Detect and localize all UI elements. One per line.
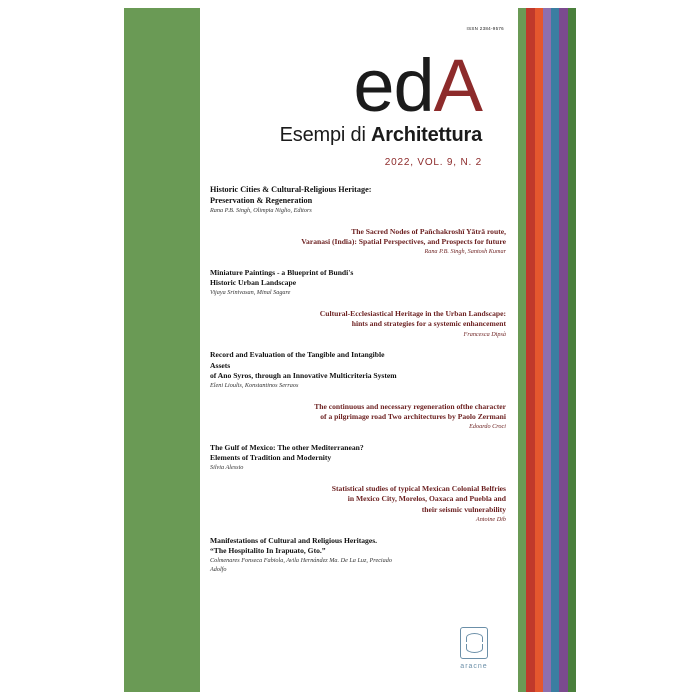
contents-entry-title: The Sacred Nodes of Pañchakroshī Yātrā route, Varanasi (India): Spatial Perspectives, and Prospects for future bbox=[301, 226, 506, 247]
contents-entry-authors: Rana P.B. Singh, Olimpia Niglio, Editors bbox=[210, 207, 312, 215]
publisher-name: aracne bbox=[460, 663, 488, 670]
publisher-logo bbox=[444, 627, 504, 670]
contents-list bbox=[200, 184, 518, 632]
contents-entry-title: Miniature Paintings - a Blueprint of Bundi's Historic Urban Landscape bbox=[210, 267, 354, 288]
contents-entry[interactable] bbox=[210, 184, 399, 216]
spine-stripe-0 bbox=[518, 8, 526, 692]
contents-entry[interactable] bbox=[210, 350, 399, 390]
contents-entry-title: The continuous and necessary regeneration ofthe character of a pilgrimage road Two architectures by Paolo Zermani bbox=[314, 401, 506, 421]
contents-entry-authors: Silvia Alessio bbox=[210, 464, 244, 472]
contents-entry-title: The Gulf of Mexico: The other Mediterranean? Elements of Tradition and Modernity bbox=[210, 442, 364, 463]
masthead bbox=[124, 44, 518, 169]
contents-entry[interactable] bbox=[299, 227, 506, 257]
contents-entry-authors: Rana P.B. Singh, Santosh Kumar bbox=[424, 248, 506, 256]
contents-entry[interactable] bbox=[299, 309, 506, 339]
contents-entry-authors: Colmenares Fonseca Fabiola, Avila Hernández Ma. De La Luz, Preciado Adolfo bbox=[210, 557, 392, 573]
contents-entry-authors: Edoardo Croci bbox=[469, 423, 506, 431]
contents-entry[interactable] bbox=[210, 268, 399, 298]
contents-entry-title: Cultural-Ecclesiastical Heritage in the Urban Landscape: hints and strategies for a systemic enhancement bbox=[319, 309, 506, 329]
contents-entry[interactable] bbox=[210, 536, 399, 575]
spine-stripe-4 bbox=[551, 8, 559, 692]
contents-entry-title: Record and Evaluation of the Tangible and Intangible Assets of Ano Syros, through an Innovative Multicriteria System bbox=[210, 350, 397, 380]
aracne-mark-icon bbox=[460, 627, 488, 659]
issn-text: ISSN 2384-9576 bbox=[466, 26, 504, 31]
spine-stripe-3 bbox=[543, 8, 551, 692]
contents-entry[interactable] bbox=[210, 443, 399, 473]
subtitle-part-one: Esempi di bbox=[279, 124, 372, 147]
spine-stripe-1 bbox=[526, 8, 534, 692]
journal-logo bbox=[124, 44, 482, 127]
contents-entry-authors: Antoine Dib bbox=[475, 515, 506, 523]
contents-entry-authors: Eleni Lioulis, Konstantinos Serraos bbox=[210, 382, 299, 390]
contents-entry[interactable] bbox=[299, 484, 506, 524]
journal-subtitle bbox=[124, 124, 482, 147]
contents-entry-title: Statistical studies of typical Mexican Colonial Belfries in Mexico City, Morelos, Oaxaca and Puebla and their seismic vulnerability bbox=[331, 484, 506, 514]
spine-stripe-2 bbox=[535, 8, 543, 692]
spine-stripe-6 bbox=[568, 8, 576, 692]
spine-stripe-5 bbox=[559, 8, 567, 692]
contents-entry-authors: Vijaya Srinivasan, Minal Sagare bbox=[210, 289, 291, 297]
issue-number: 2022, VOL. 9, N. 2 bbox=[384, 157, 482, 169]
logo-main-text: ed bbox=[353, 44, 434, 127]
logo-accent-letter: A bbox=[433, 44, 482, 127]
subtitle-part-two: Architettura bbox=[371, 124, 482, 147]
contents-entry[interactable] bbox=[299, 402, 506, 432]
journal-cover bbox=[124, 8, 576, 692]
contents-entry-title: Manifestations of Cultural and Religious Heritages. “The Hospitalito In Irapuato, Gto.” bbox=[210, 535, 378, 555]
spine-color-stripes bbox=[518, 8, 576, 692]
contents-entry-authors: Francesca Dipsà bbox=[463, 330, 506, 338]
contents-entry-title: Historic Cities & Cultural-Religious Heritage: Preservation & Regeneration bbox=[210, 185, 372, 206]
